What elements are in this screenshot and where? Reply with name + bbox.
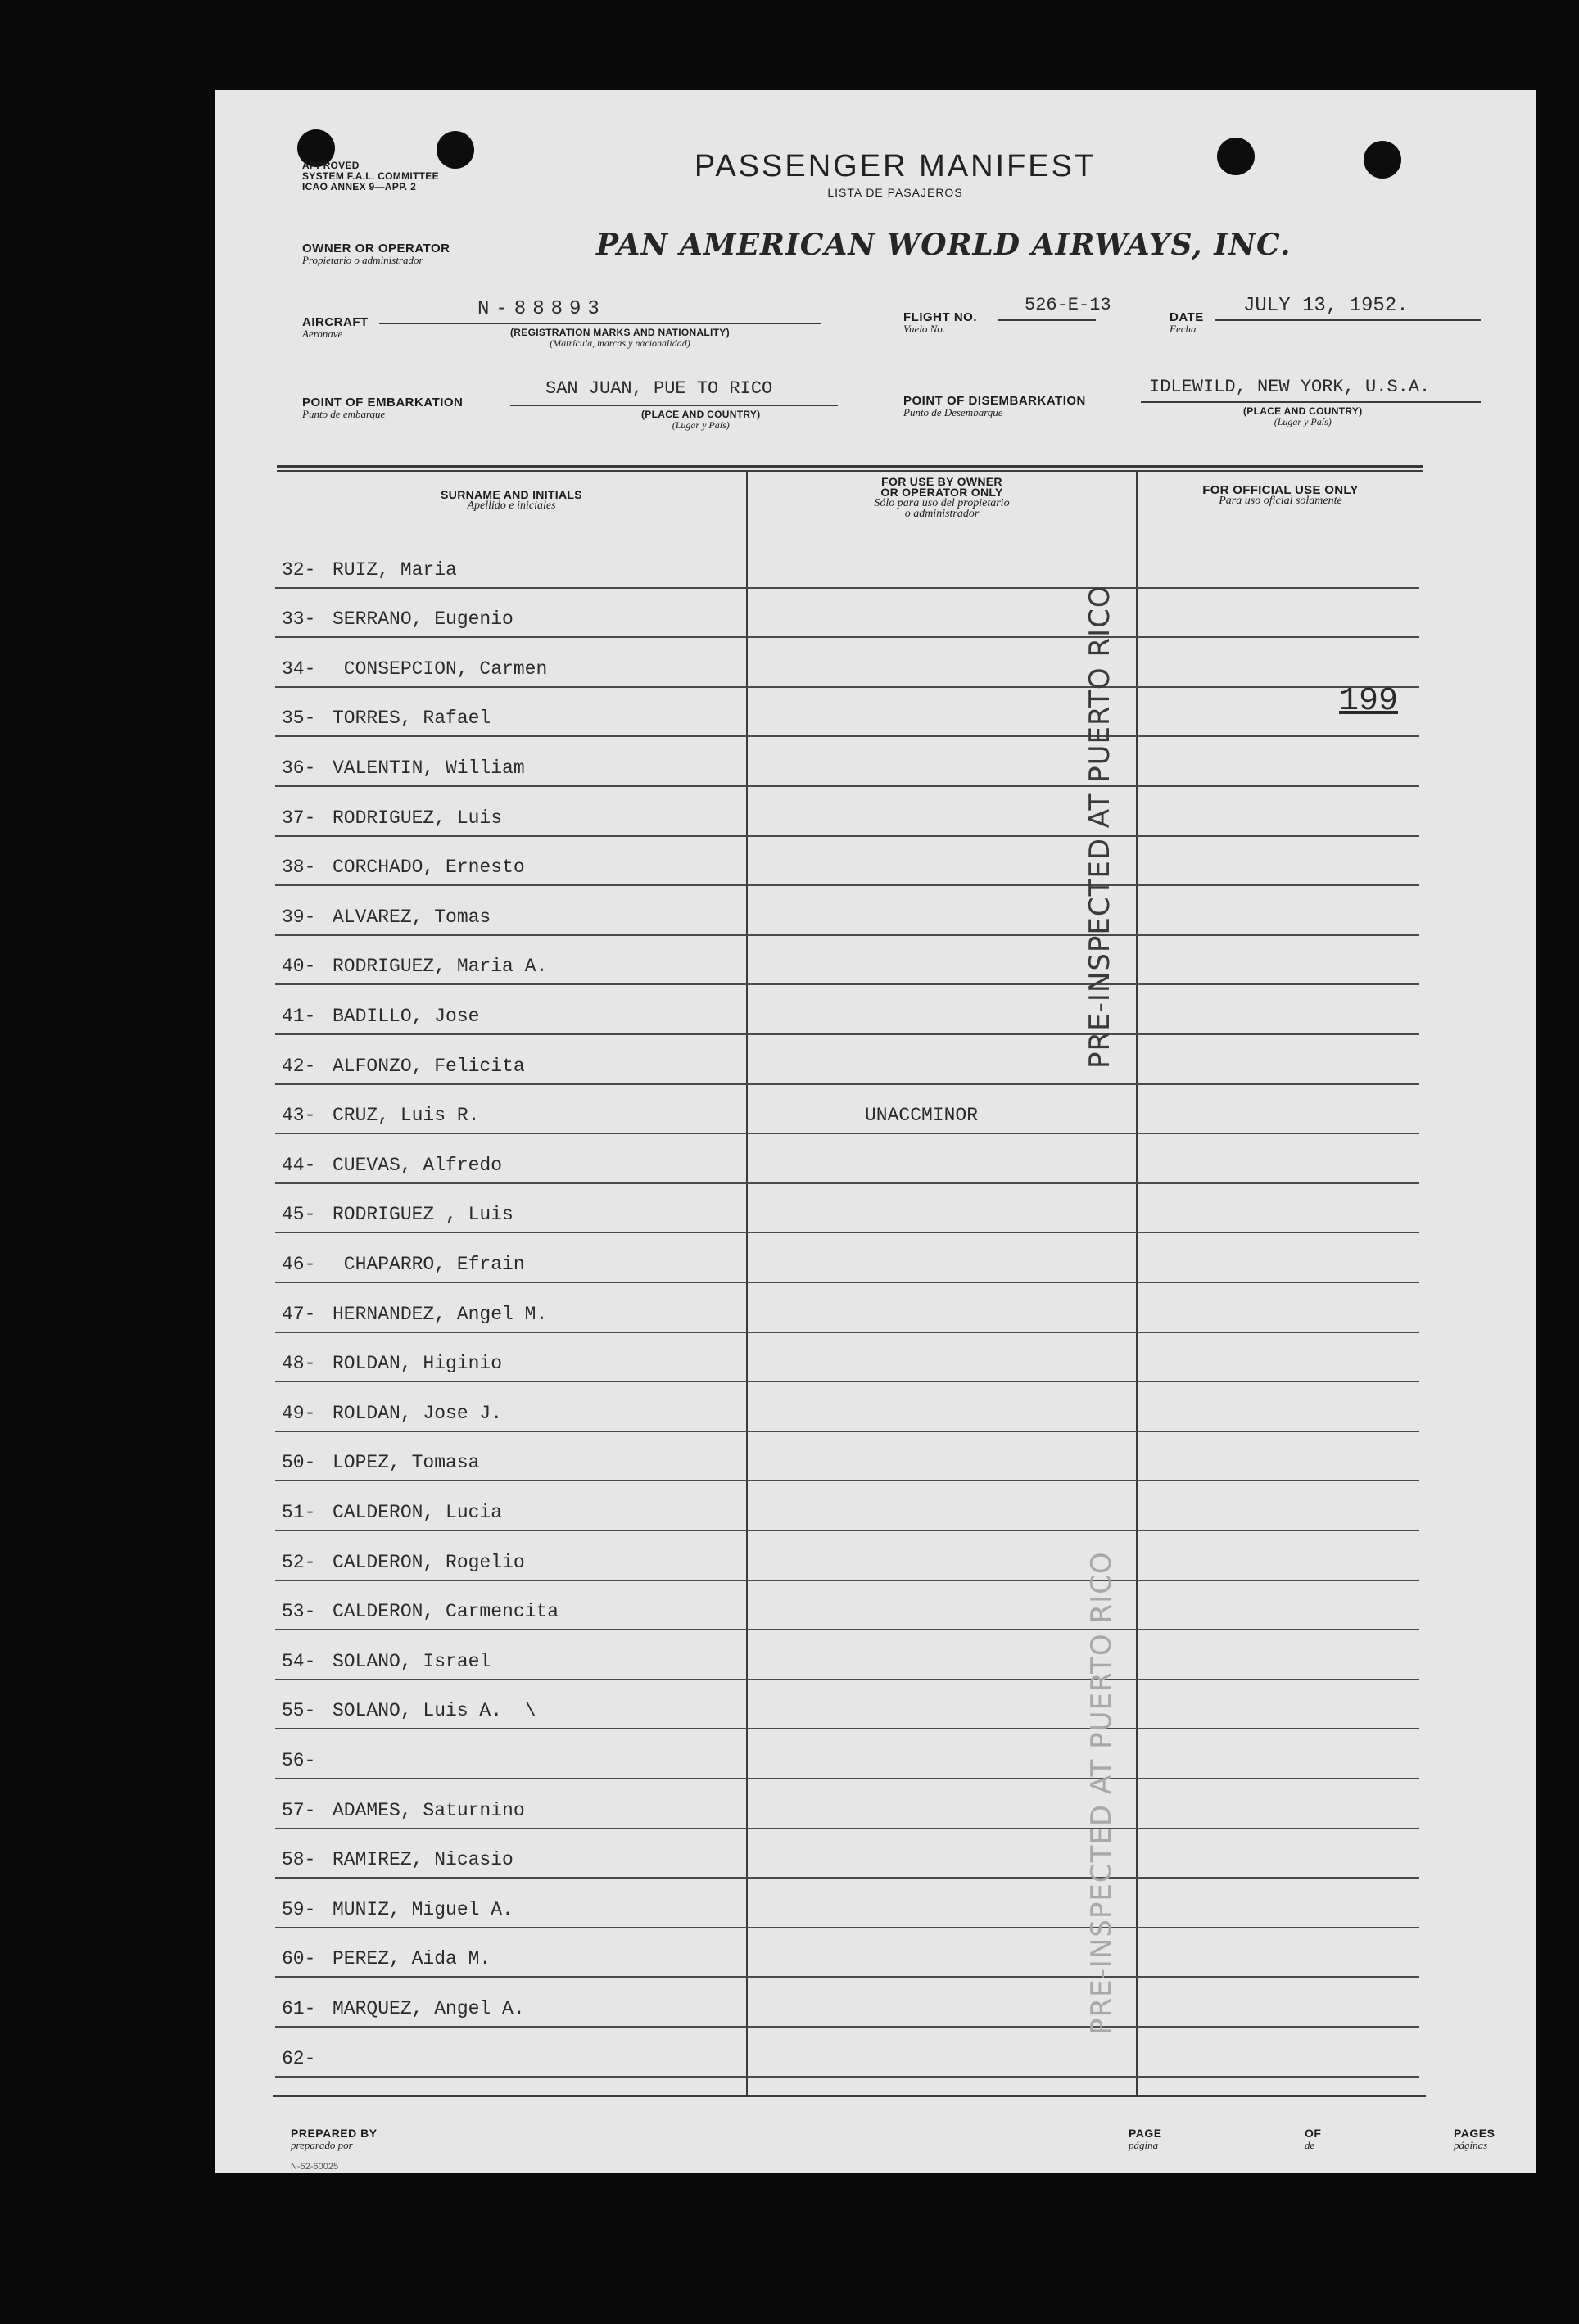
owner-use-header-1: FOR USE BY OWNER bbox=[881, 475, 1002, 488]
flight-label: FLIGHT NO. bbox=[903, 310, 977, 324]
table-row bbox=[275, 1581, 1419, 1631]
pages-label: PAGES bbox=[1454, 2127, 1495, 2140]
table-row bbox=[275, 1035, 1419, 1085]
row-number: 41- bbox=[282, 1005, 316, 1027]
table-row bbox=[275, 1928, 1419, 1978]
of-label-es: de bbox=[1305, 2139, 1315, 2151]
aircraft-label-block bbox=[302, 316, 369, 340]
row-number: 58- bbox=[282, 1849, 316, 1871]
row-number: 55- bbox=[282, 1700, 316, 1722]
table-row bbox=[275, 837, 1419, 887]
row-number: 40- bbox=[282, 956, 316, 978]
passenger-name: CONSEPCION, Carmen bbox=[333, 658, 548, 680]
row-number: 53- bbox=[282, 1601, 316, 1623]
disembark-sub-es: (Lugar y País) bbox=[1274, 416, 1332, 427]
owner-use-column-header bbox=[748, 477, 1136, 519]
approved-text: APPROVED bbox=[302, 160, 360, 171]
disembark-value: IDLEWILD, NEW YORK, U.S.A. bbox=[1149, 377, 1431, 397]
passenger-name: CHAPARRO, Efrain bbox=[333, 1253, 525, 1275]
disembark-sub-block bbox=[1243, 406, 1362, 427]
passenger-name: TORRES, Rafael bbox=[333, 708, 491, 730]
table-row bbox=[275, 1481, 1419, 1531]
table-top-rule-2 bbox=[277, 470, 1423, 472]
aircraft-value: N-88893 bbox=[477, 298, 606, 320]
passenger-name: MUNIZ, Miguel A. bbox=[333, 1898, 514, 1920]
row-number: 51- bbox=[282, 1501, 316, 1523]
row-number: 38- bbox=[282, 857, 316, 879]
owner-use-header-es2: o administrador bbox=[904, 508, 980, 520]
page-label: PAGE bbox=[1129, 2127, 1162, 2140]
disembark-label-es: Punto de Desembarque bbox=[903, 406, 1003, 418]
row-number: 32- bbox=[282, 558, 316, 581]
row-number: 49- bbox=[282, 1402, 316, 1424]
table-row bbox=[275, 1978, 1419, 2028]
disembark-underline bbox=[1141, 401, 1481, 403]
passenger-name: RAMIREZ, Nicasio bbox=[333, 1849, 514, 1871]
row-number: 50- bbox=[282, 1452, 316, 1474]
row-number: 43- bbox=[282, 1105, 316, 1127]
disembark-label-block bbox=[903, 395, 1086, 418]
table-row bbox=[275, 2028, 1419, 2078]
table-row bbox=[275, 688, 1419, 738]
manifest-sheet bbox=[215, 90, 1536, 2173]
operator-name: PAN AMERICAN WORLD AIRWAYS, INC. bbox=[596, 228, 1292, 262]
approval-block bbox=[302, 161, 439, 192]
table-row bbox=[275, 1680, 1419, 1730]
embark-value: SAN JUAN, PUE TO RICO bbox=[545, 378, 773, 399]
of-block bbox=[1305, 2127, 1321, 2151]
date-label: DATE bbox=[1170, 310, 1204, 324]
row-number: 62- bbox=[282, 2047, 316, 2069]
flight-label-es: Vuelo No. bbox=[903, 323, 946, 335]
date-underline bbox=[1215, 319, 1481, 321]
date-label-block bbox=[1170, 311, 1204, 335]
owner-label-es: Propietario o administrador bbox=[302, 254, 423, 266]
pages-label-es: páginas bbox=[1454, 2139, 1488, 2151]
table-row bbox=[275, 1085, 1419, 1135]
page-block bbox=[1129, 2127, 1162, 2151]
passenger-name: ALFONZO, Felicita bbox=[333, 1055, 525, 1077]
surname-header: SURNAME AND INITIALS bbox=[441, 488, 582, 501]
passenger-name: CUEVAS, Alfredo bbox=[333, 1154, 503, 1176]
row-number: 47- bbox=[282, 1303, 316, 1325]
embark-sub-block bbox=[641, 409, 760, 431]
row-number: 44- bbox=[282, 1154, 316, 1176]
passenger-name: RODRIGUEZ, Maria A. bbox=[333, 956, 548, 978]
table-row bbox=[275, 1779, 1419, 1829]
aircraft-sub: (REGISTRATION MARKS AND NATIONALITY) bbox=[510, 327, 730, 338]
row-number: 37- bbox=[282, 807, 316, 829]
passenger-name: CRUZ, Luis R. bbox=[333, 1105, 480, 1127]
prepared-label-es: preparado por bbox=[291, 2139, 353, 2151]
punch-hole bbox=[437, 131, 474, 169]
surname-header-es: Apellido e iniciales bbox=[467, 500, 556, 512]
row-number: 34- bbox=[282, 658, 316, 680]
page-title: PASSENGER MANIFEST bbox=[694, 149, 1097, 183]
passenger-name: RODRIGUEZ, Luis bbox=[333, 807, 503, 829]
table-row bbox=[275, 985, 1419, 1035]
embark-sub: (PLACE AND COUNTRY) bbox=[641, 409, 761, 420]
owner-use-header-es1: Sólo para uso del propietario bbox=[874, 497, 1010, 509]
passenger-name: HERNANDEZ, Angel M. bbox=[333, 1303, 548, 1325]
flight-underline bbox=[998, 319, 1096, 321]
embark-underline bbox=[510, 405, 838, 406]
annex-text: ICAO ANNEX 9—APP. 2 bbox=[302, 181, 417, 192]
owner-label: OWNER OR OPERATOR bbox=[302, 242, 450, 255]
passenger-name: RODRIGUEZ , Luis bbox=[333, 1204, 514, 1226]
row-number: 33- bbox=[282, 608, 316, 631]
official-use-header: FOR OFFICIAL USE ONLY bbox=[1202, 483, 1359, 497]
row-number: 59- bbox=[282, 1898, 316, 1920]
passenger-name: ROLDAN, Higinio bbox=[333, 1353, 503, 1375]
row-number: 45- bbox=[282, 1204, 316, 1226]
row-number: 35- bbox=[282, 708, 316, 730]
table-row bbox=[275, 886, 1419, 936]
official-use-header-es: Para uso oficial solamente bbox=[1219, 495, 1342, 507]
aircraft-sub-block bbox=[510, 328, 730, 349]
page-label-es: página bbox=[1129, 2139, 1159, 2151]
row-number: 61- bbox=[282, 1997, 316, 2019]
disembark-sub: (PLACE AND COUNTRY) bbox=[1243, 405, 1363, 417]
owner-use-header-2: OR OPERATOR ONLY bbox=[880, 486, 1003, 499]
row-number: 54- bbox=[282, 1650, 316, 1672]
row-rule bbox=[275, 2076, 1419, 2078]
table-row bbox=[275, 1233, 1419, 1283]
passenger-name: SOLANO, Israel bbox=[333, 1650, 491, 1672]
official-mark: 199 bbox=[1339, 683, 1399, 720]
punch-hole bbox=[1217, 138, 1255, 175]
disembark-label: POINT OF DISEMBARKATION bbox=[903, 394, 1086, 408]
table-row bbox=[275, 737, 1419, 787]
passenger-name: CALDERON, Carmencita bbox=[333, 1601, 559, 1623]
aircraft-label-es: Aeronave bbox=[302, 328, 343, 340]
table-row bbox=[275, 787, 1419, 837]
punch-hole bbox=[1364, 141, 1401, 179]
table-row bbox=[275, 1283, 1419, 1333]
row-number: 36- bbox=[282, 757, 316, 779]
table-row bbox=[275, 1382, 1419, 1432]
flight-value: 526-E-13 bbox=[1025, 295, 1111, 315]
aircraft-underline bbox=[379, 323, 821, 324]
passenger-name: CORCHADO, Ernesto bbox=[333, 857, 525, 879]
table-row bbox=[275, 539, 1419, 589]
preinspected-stamp-lower: PRE-INSPECTED AT PUERTO RICO bbox=[1085, 1551, 1118, 2035]
flight-label-block bbox=[903, 311, 977, 335]
pages-block bbox=[1454, 2127, 1495, 2151]
owner-label-block bbox=[302, 242, 450, 266]
date-value: JULY 13, 1952. bbox=[1243, 295, 1409, 317]
official-use-column-header bbox=[1138, 485, 1423, 506]
passenger-name: PEREZ, Aida M. bbox=[333, 1948, 491, 1970]
table-row bbox=[275, 1879, 1419, 1928]
passenger-name: CALDERON, Rogelio bbox=[333, 1551, 525, 1573]
table-row bbox=[275, 1134, 1419, 1184]
aircraft-sub-es: (Matrícula, marcas y nacionalidad) bbox=[550, 337, 690, 349]
committee-text: SYSTEM F.A.L. COMMITTEE bbox=[302, 170, 439, 182]
date-label-es: Fecha bbox=[1170, 323, 1197, 335]
passenger-name: ROLDAN, Jose J. bbox=[333, 1402, 503, 1424]
surname-column-header bbox=[277, 490, 746, 511]
table-row bbox=[275, 1829, 1419, 1879]
row-number: 46- bbox=[282, 1253, 316, 1275]
table-row bbox=[275, 638, 1419, 688]
row-number: 56- bbox=[282, 1749, 316, 1771]
form-code: N-52-60025 bbox=[291, 2162, 339, 2172]
row-number: 42- bbox=[282, 1055, 316, 1077]
passenger-name: VALENTIN, William bbox=[333, 757, 525, 779]
table-row bbox=[275, 1630, 1419, 1680]
prepared-label: PREPARED BY bbox=[291, 2127, 378, 2140]
table-bottom-rule bbox=[273, 2095, 1426, 2097]
table-row bbox=[275, 1333, 1419, 1383]
aircraft-label: AIRCRAFT bbox=[302, 315, 369, 329]
table-top-rule bbox=[277, 465, 1423, 468]
embark-sub-es: (Lugar y País) bbox=[672, 419, 730, 431]
passenger-name: ADAMES, Saturnino bbox=[333, 1799, 525, 1821]
row-number: 52- bbox=[282, 1551, 316, 1573]
row-number: 60- bbox=[282, 1948, 316, 1970]
passenger-name: CALDERON, Lucia bbox=[333, 1501, 503, 1523]
table-row bbox=[275, 1184, 1419, 1234]
passenger-name: SOLANO, Luis A. \ bbox=[333, 1700, 536, 1722]
passenger-name: BADILLO, Jose bbox=[333, 1005, 480, 1027]
passenger-name: SERRANO, Eugenio bbox=[333, 608, 514, 631]
passenger-name: ALVAREZ, Tomas bbox=[333, 906, 491, 928]
preinspected-stamp-upper: PRE-INSPECTED AT PUERTO RICO bbox=[1084, 585, 1116, 1069]
embark-label-es: Punto de embarque bbox=[302, 408, 386, 420]
table-row bbox=[275, 1432, 1419, 1482]
row-number: 39- bbox=[282, 906, 316, 928]
passenger-name: RUIZ, Maria bbox=[333, 558, 457, 581]
title-block bbox=[682, 149, 1108, 199]
of-label: OF bbox=[1305, 2127, 1322, 2140]
prepared-block bbox=[291, 2127, 378, 2151]
page-title-es: LISTA DE PASAJEROS bbox=[827, 186, 963, 199]
table-row bbox=[275, 936, 1419, 986]
owner-use-note: UNACCMINOR bbox=[865, 1105, 979, 1127]
embark-label: POINT OF EMBARKATION bbox=[302, 396, 464, 409]
row-number: 48- bbox=[282, 1353, 316, 1375]
passenger-name: MARQUEZ, Angel A. bbox=[333, 1997, 525, 2019]
table-row bbox=[275, 1729, 1419, 1779]
row-number: 57- bbox=[282, 1799, 316, 1821]
table-row bbox=[275, 1531, 1419, 1581]
table-row bbox=[275, 589, 1419, 639]
embark-label-block bbox=[302, 396, 463, 420]
passenger-name: LOPEZ, Tomasa bbox=[333, 1452, 480, 1474]
